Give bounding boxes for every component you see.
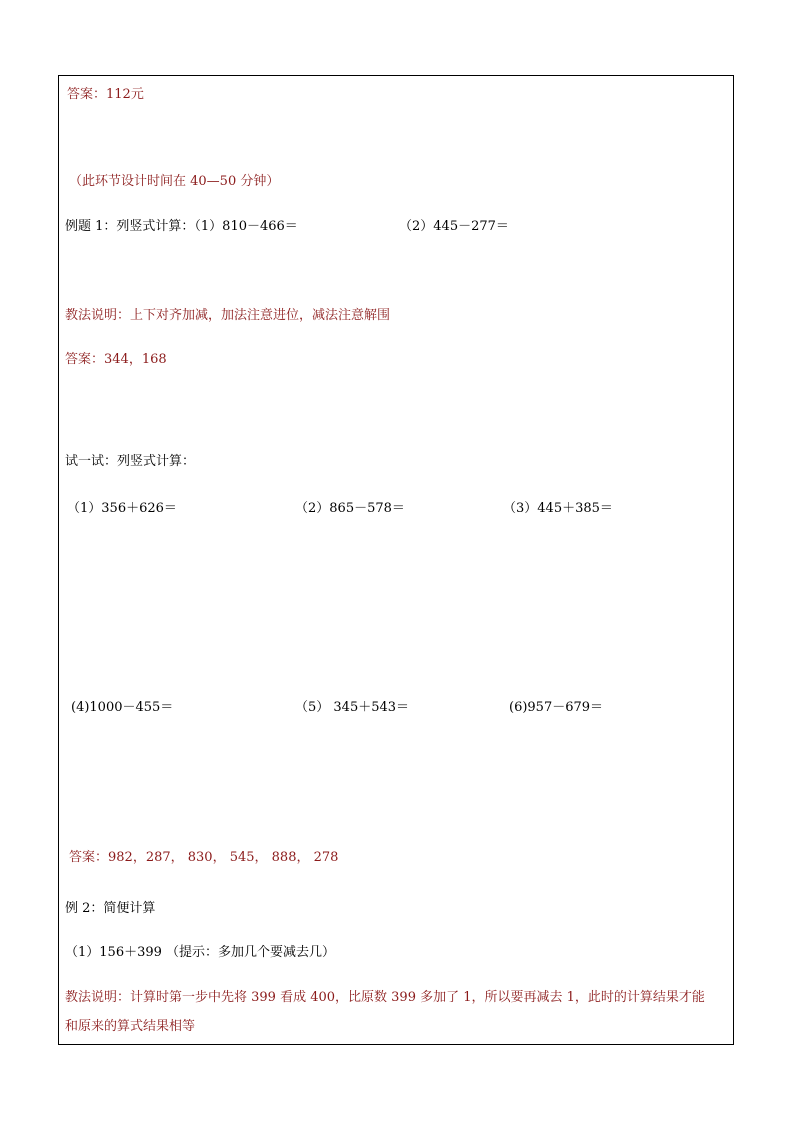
try-item-5: （5） 345＋543＝ bbox=[295, 700, 410, 715]
try-item-3: （3）445＋385＝ bbox=[503, 501, 613, 516]
method-note-2-line-1: 教法说明：计算时第一步中先将 399 看成 400，比原数 399 多加了 1，所以要再减去 1，此时的计算结果才能 bbox=[65, 990, 705, 1005]
try-item-6: (6)957－679＝ bbox=[509, 700, 604, 715]
answer-2: 答案：344，168 bbox=[65, 352, 167, 367]
try-item-4: (4)1000－455＝ bbox=[71, 700, 174, 715]
example-2-label: 例 2：简便计算 bbox=[65, 901, 156, 916]
answer-1: 答案：112元 bbox=[67, 87, 144, 102]
method-note-2-line-2: 和原来的算式结果相等 bbox=[65, 1019, 196, 1034]
try-item-1: （1）356＋626＝ bbox=[67, 501, 177, 516]
try-item-2: （2）865－578＝ bbox=[295, 501, 405, 516]
method-note-1: 教法说明：上下对齐加减，加法注意进位，减法注意解围 bbox=[65, 308, 391, 323]
answer-3: 答案：982，287， 830， 545， 888， 278 bbox=[69, 850, 339, 865]
example-1-part-2: （2）445－277＝ bbox=[399, 219, 509, 234]
example-2-question: （1）156＋399 （提示：多加几个要减去几） bbox=[65, 945, 336, 960]
example-1-label: 例题 1：列竖式计算：（1）810－466＝ bbox=[65, 219, 298, 234]
try-title: 试一试：列竖式计算： bbox=[65, 454, 196, 469]
content-table-cell bbox=[58, 75, 734, 1045]
time-note: （此环节设计时间在 40—50 分钟） bbox=[69, 174, 280, 189]
